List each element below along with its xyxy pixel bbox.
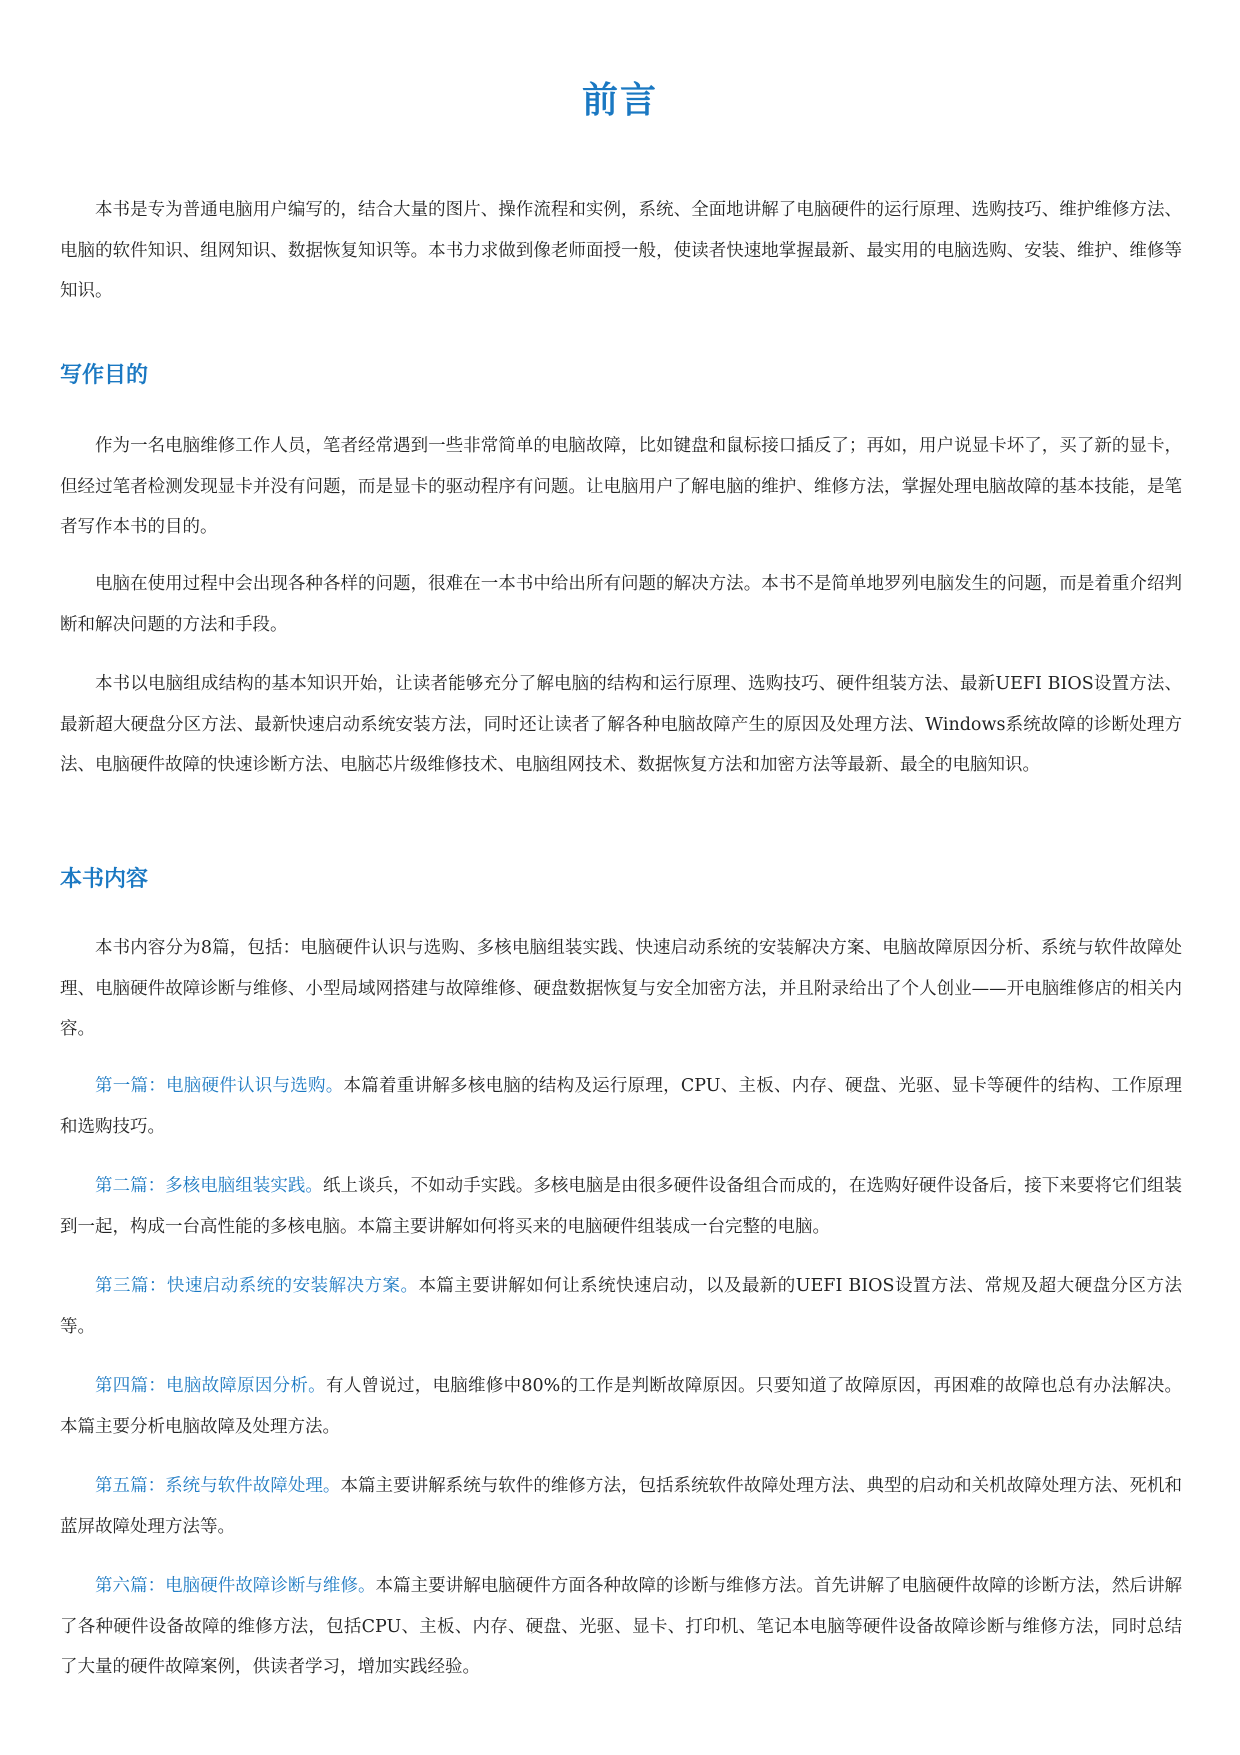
intro-paragraph: 本书是专为普通电脑用户编写的，结合大量的图片、操作流程和实例，系统、全面地讲解了电脑硬件的运行原理、选购技巧、维护维修方法、电脑的软件知识、组网知识、数据恢复知识等。本书力求做到像老师面授一般，使读者快速地掌握最新、最实用的电脑选购、安装、维护、维修等知识。 [60, 200, 1182, 301]
page-title: 前言 [581, 80, 658, 121]
part-1-paragraph [60, 1066, 1182, 1147]
purpose-paragraph-1: 作为一名电脑维修工作人员，笔者经常遇到一些非常简单的电脑故障，比如键盘和鼠标接口插反了；再如，用户说显卡坏了，买了新的显卡，但经过笔者检测发现显卡并没有问题，而是显卡的驱动程序有问题。让电脑用户了解电脑的维护、维修方法，掌握处理电脑故障的基本技能，是笔者写作本书的目的。 [60, 436, 1182, 537]
part-1-text: 本篇着重讲解多核电脑的结构及运行原理，CPU、主板、内存、硬盘、光驱、显卡等硬件的结构、工作原理和选购技巧。 [60, 1076, 1183, 1137]
part-1-title: 第一篇：电脑硬件认识与选购。 [95, 1076, 344, 1096]
purpose-paragraph-2: 电脑在使用过程中会出现各种各样的问题，很难在一本书中给出所有问题的解决方法。本书不是简单地罗列电脑发生的问题，而是着重介绍判断和解决问题的方法和手段。 [60, 574, 1182, 635]
part-6-text: 本篇主要讲解电脑硬件方面各种故障的诊断与维修方法。首先讲解了电脑硬件故障的诊断方法，然后讲解了各种硬件设备故障的维修方法，包括CPU、主板、内存、硬盘、光驱、显卡、打印机、笔记本电脑等硬件设备故障诊断与维修方法，同时总结了大量的硬件故障案例，供读者学习，增加实践经验。 [60, 1576, 1183, 1677]
part-5-text: 本篇主要讲解系统与软件的维修方法，包括系统软件故障处理方法、典型的启动和关机故障处理方法、死机和蓝屏故障处理方法等。 [60, 1476, 1183, 1537]
part-5-title: 第五篇：系统与软件故障处理。 [95, 1476, 341, 1496]
contents-overview-paragraph: 本书内容分为8篇，包括：电脑硬件认识与选购、多核电脑组装实践、快速启动系统的安装解决方案、电脑故障原因分析、系统与软件故障处理、电脑硬件故障诊断与维修、小型局域网搭建与故障维修、硬盘数据恢复与安全加密方法，并且附录给出了个人创业——开电脑维修店的相关内容。 [60, 938, 1182, 1039]
part-3-paragraph [60, 1266, 1182, 1347]
part-4-title: 第四篇：电脑故障原因分析。 [95, 1376, 326, 1396]
part-3-title: 第三篇：快速启动系统的安装解决方案。 [95, 1276, 419, 1296]
part-6-title: 第六篇：电脑硬件故障诊断与维修。 [95, 1576, 376, 1596]
part-2-title: 第二篇：多核电脑组装实践。 [95, 1176, 323, 1196]
section-heading-contents: 本书内容 [60, 867, 149, 892]
part-4-text: 有人曾说过，电脑维修中80%的工作是判断故障原因。只要知道了故障原因，再困难的故障也总有办法解决。本篇主要分析电脑故障及处理方法。 [60, 1376, 1182, 1437]
part-2-text: 纸上谈兵，不如动手实践。多核电脑是由很多硬件设备组合而成的，在选购好硬件设备后，接下来要将它们组装到一起，构成一台高性能的多核电脑。本篇主要讲解如何将买来的电脑硬件组装成一台完整的电脑。 [60, 1176, 1183, 1237]
part-5-paragraph [60, 1466, 1182, 1547]
part-2-paragraph [60, 1166, 1182, 1247]
part-6-paragraph [60, 1566, 1182, 1688]
purpose-paragraph-3: 本书以电脑组成结构的基本知识开始，让读者能够充分了解电脑的结构和运行原理、选购技巧、硬件组装方法、最新UEFI BIOS设置方法、最新超大硬盘分区方法、最新快速启动系统安装方法，同时还让读者了解各种电脑故障产生的原因及处理方法、Windows系统故障的诊断处理方法、电脑硬件故障的快速诊断方法、电脑芯片级维修技术、电脑组网技术、数据恢复方法和加密方法等最新、最全的电脑知识。 [60, 674, 1182, 775]
part-4-paragraph [60, 1366, 1182, 1447]
section-heading-purpose: 写作目的 [60, 363, 149, 388]
part-3-text: 本篇主要讲解如何让系统快速启动，以及最新的UEFI BIOS设置方法、常规及超大硬盘分区方法等。 [60, 1276, 1182, 1337]
